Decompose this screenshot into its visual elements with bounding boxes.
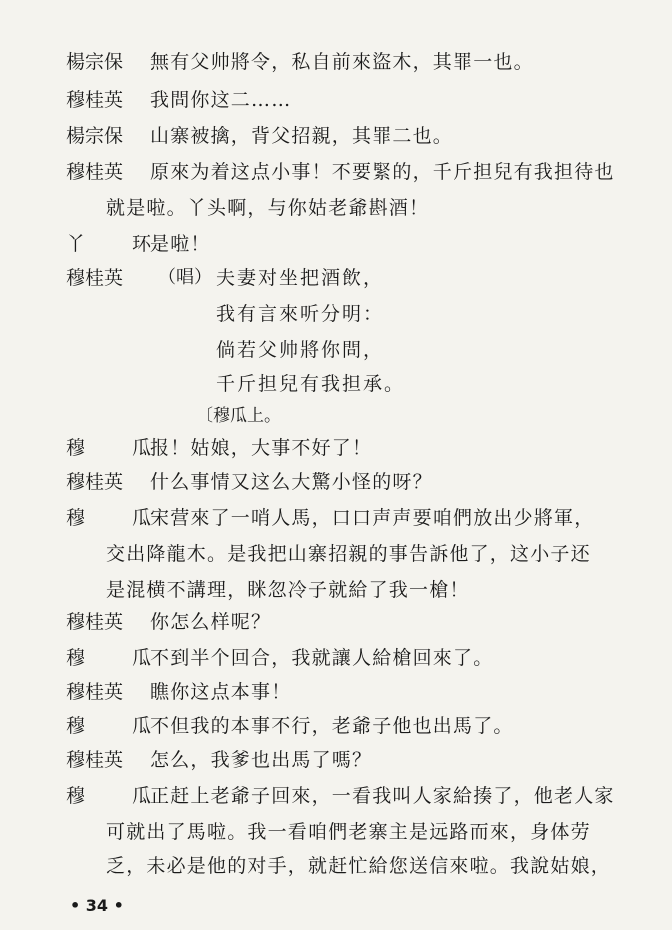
dialogue-text: 报！姑娘，大事不好了！	[150, 437, 373, 459]
verse-text: 我有言來听分明：	[216, 303, 385, 325]
page-number: • 34 •	[70, 896, 124, 915]
dialogue-text: 無有父帅將令，私自前來盜木，其罪一也。	[150, 51, 534, 73]
dialogue-text: 不到半个回合，我就讓人給槍回來了。	[150, 647, 494, 669]
dialogue-text: 是啦！	[150, 233, 211, 255]
dialogue-text: 乏，未必是他的对手，就赶忙給您送信來啦。我說姑娘，	[106, 855, 612, 877]
speaker-name: 楊宗保	[66, 125, 124, 147]
dialogue-text: 交出降龍木。是我把山寨招親的事告訴他了，这小子还	[106, 543, 591, 565]
dialogue-text: 瞧你这点本事！	[150, 681, 292, 703]
speaker-name: 穆 瓜	[66, 437, 166, 459]
dialogue-text: 山寨被擒，背父招親，其罪二也。	[150, 125, 454, 147]
speaker-name: 穆桂英	[66, 471, 124, 493]
dialogue-text: 是混横不講理，眯忽冷子就給了我一槍！	[106, 579, 470, 601]
speaker-name: 穆桂英	[66, 161, 124, 183]
dialogue-text: 正赶上老爺子回來，一看我叫人家給揍了，他老人家	[150, 785, 615, 807]
sing-direction: （唱）	[158, 267, 212, 288]
speaker-name: 穆桂英	[66, 749, 124, 771]
verse-text: 倘若父帅將你問，	[216, 339, 385, 361]
speaker-name: 穆 瓜	[66, 647, 166, 669]
speaker-name: 穆 瓜	[66, 507, 166, 529]
stage-direction: 〔穆瓜上。	[196, 406, 281, 426]
speaker-name: 穆桂英	[66, 267, 124, 289]
speaker-name: 穆桂英	[66, 611, 124, 633]
dialogue-text: 你怎么样呢？	[150, 611, 272, 633]
speaker-name: 丫 环	[66, 233, 166, 255]
verse-text: 千斤担兒有我担承。	[216, 373, 406, 395]
dialogue-text: 宋营來了一哨人馬，口口声声要咱們放出少將軍，	[150, 507, 595, 529]
dialogue-text: 可就出了馬啦。我一看咱們老寨主是远路而來，身体劳	[106, 821, 591, 843]
dialogue-text: 什么事情又这么大驚小怪的呀？	[150, 471, 433, 493]
dialogue-text: 原來为着这点小事！不要緊的，千斤担兒有我担待也	[150, 161, 615, 183]
speaker-name: 穆桂英	[66, 681, 124, 703]
verse-text: 夫妻对坐把酒飲，	[216, 267, 385, 289]
dialogue-text: 就是啦。丫头啊，与你姑老爺斟酒！	[106, 197, 430, 219]
speaker-name: 穆桂英	[66, 89, 124, 111]
speaker-name: 穆 瓜	[66, 785, 166, 807]
speaker-name: 穆 瓜	[66, 715, 166, 737]
dialogue-text: 不但我的本事不行，老爺子他也出馬了。	[150, 715, 514, 737]
speaker-name: 楊宗保	[66, 51, 124, 73]
dialogue-text: 怎么，我爹也出馬了嗎？	[150, 749, 373, 771]
dialogue-text: 我問你这二……	[150, 89, 292, 111]
